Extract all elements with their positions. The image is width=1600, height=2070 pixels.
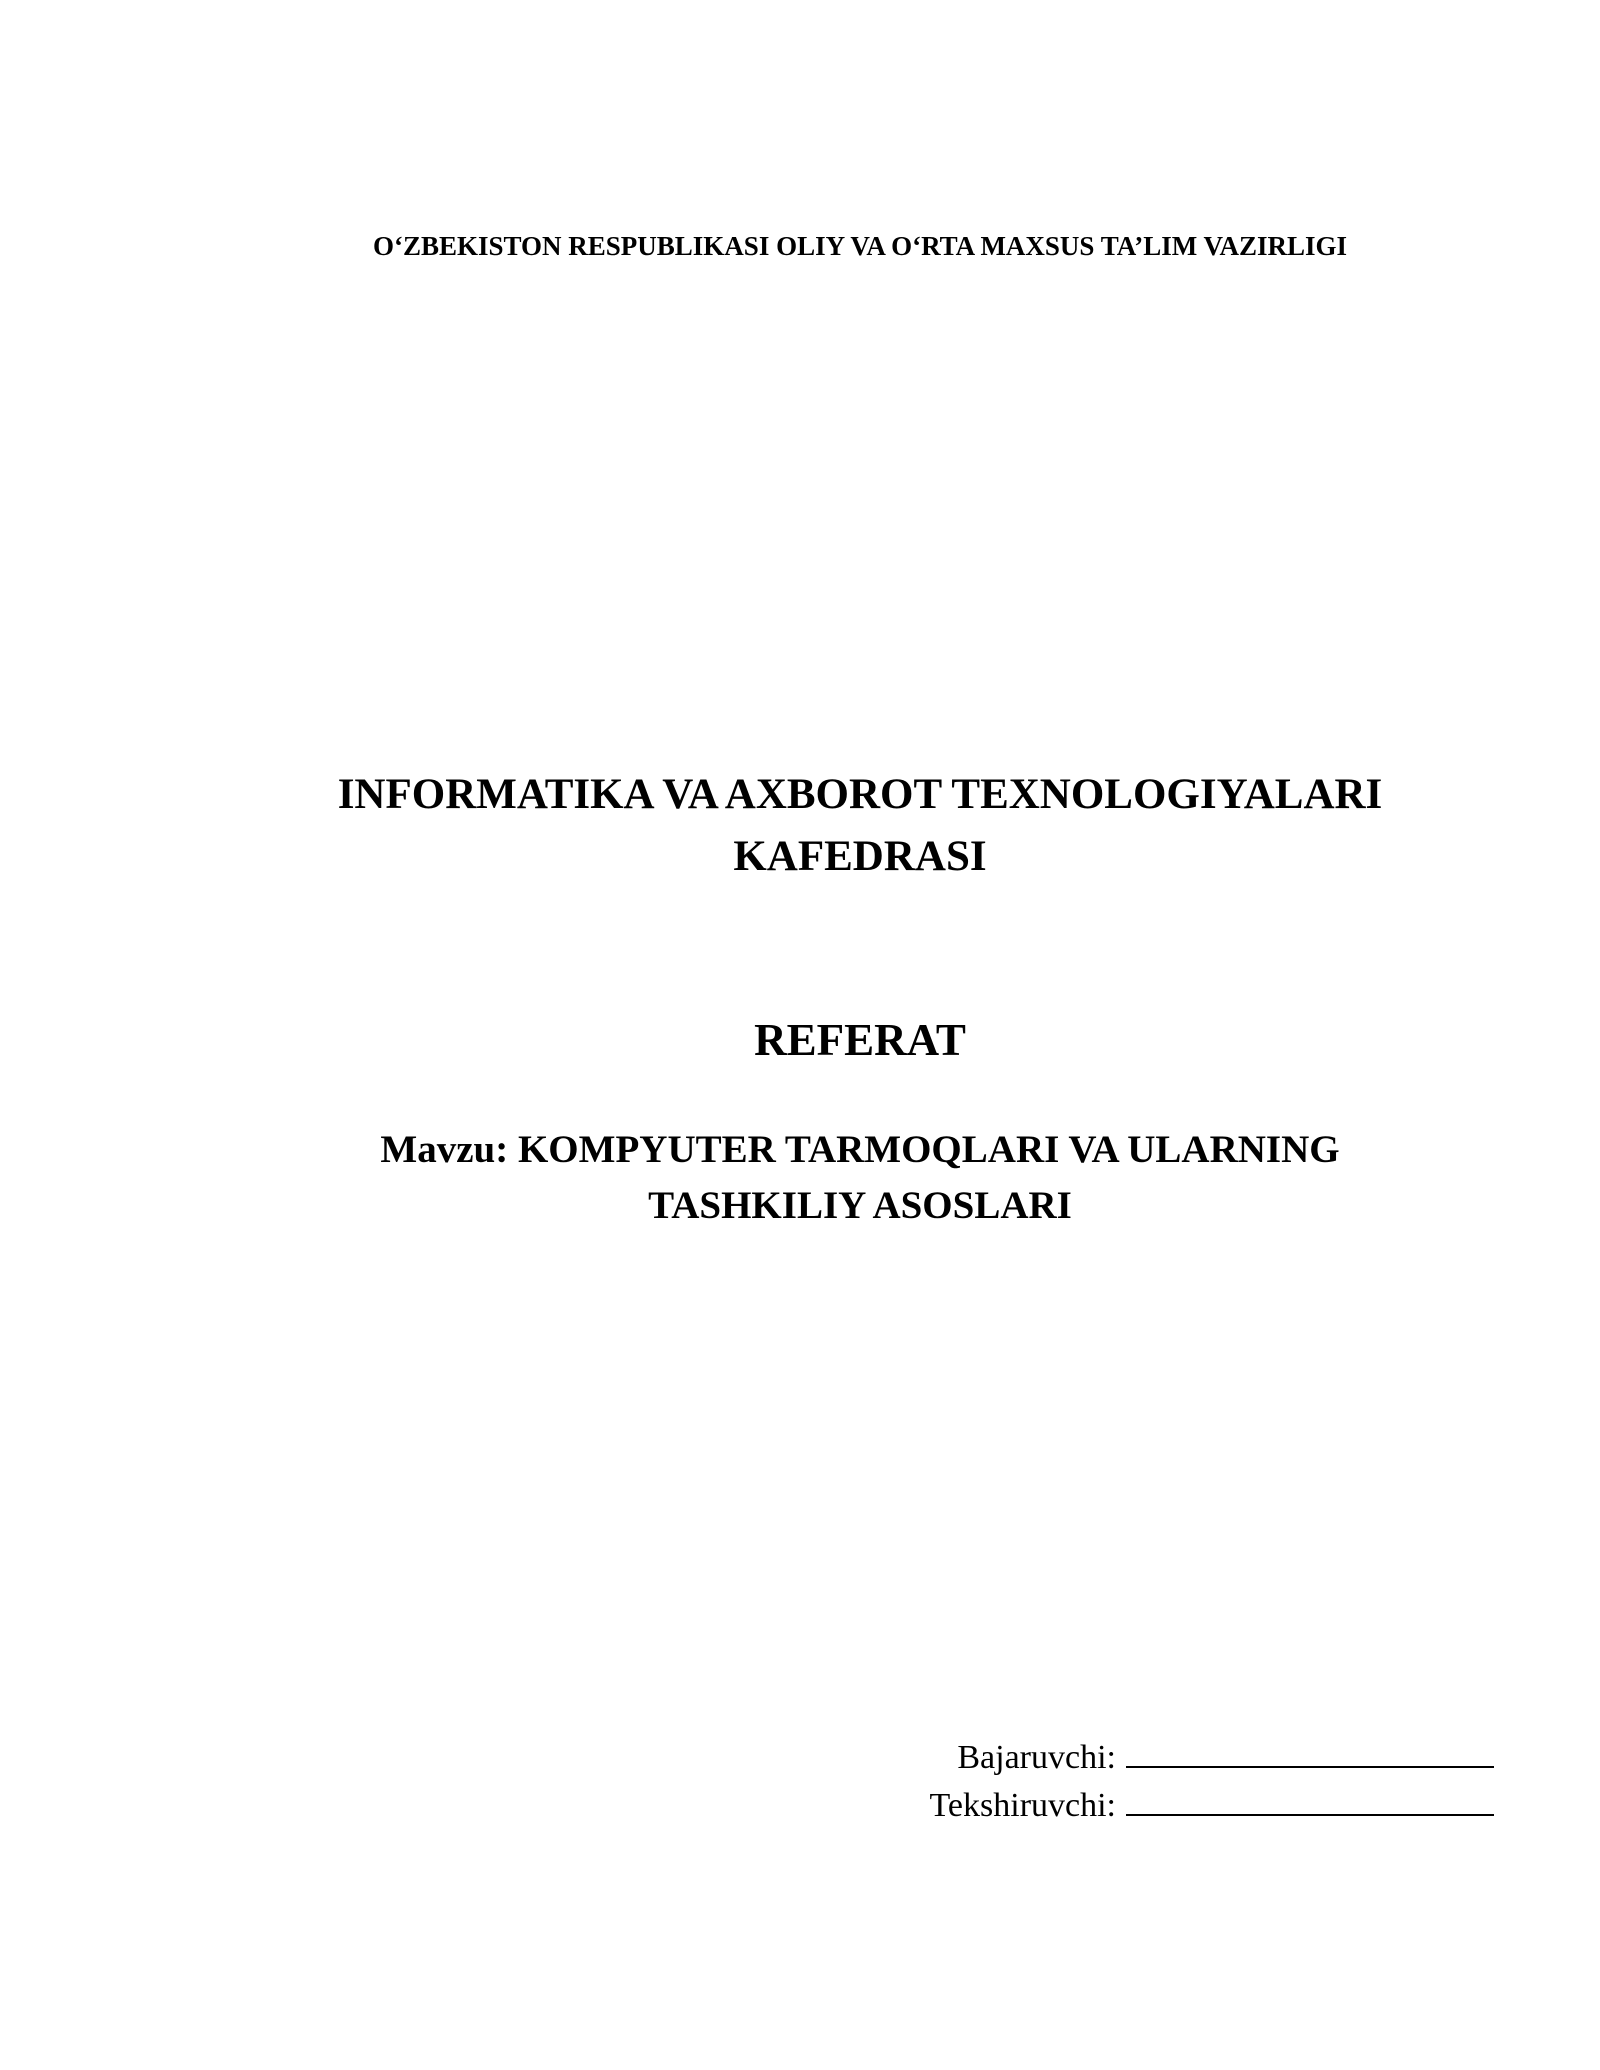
reviewer-signature-line (1126, 1788, 1494, 1816)
topic-line-2: TASHKILIY ASOSLARI (648, 1184, 1072, 1227)
document-type-title: REFERAT (754, 1015, 966, 1065)
signature-block (820, 1734, 1494, 1830)
reviewer-row (820, 1782, 1494, 1830)
department-heading (200, 764, 1520, 888)
performer-row (820, 1734, 1494, 1782)
topic-line-1: Mavzu: KOMPYUTER TARMOQLARI VA ULARNING (380, 1128, 1340, 1171)
performer-label: Bajaruvchi: (957, 1739, 1116, 1776)
department-line-2: KAFEDRASI (733, 833, 987, 880)
topic-heading (200, 1122, 1520, 1234)
ministry-heading: O‘ZBEKISTON RESPUBLIKASI OLIY VA O‘RTA MAXSUS TA’LIM VAZIRLIGI (372, 231, 1348, 261)
performer-signature-line (1126, 1740, 1494, 1768)
reviewer-label: Tekshiruvchi: (929, 1787, 1116, 1824)
department-line-1: INFORMATIKA VA AXBOROT TEXNOLOGIYALARI (337, 771, 1383, 818)
